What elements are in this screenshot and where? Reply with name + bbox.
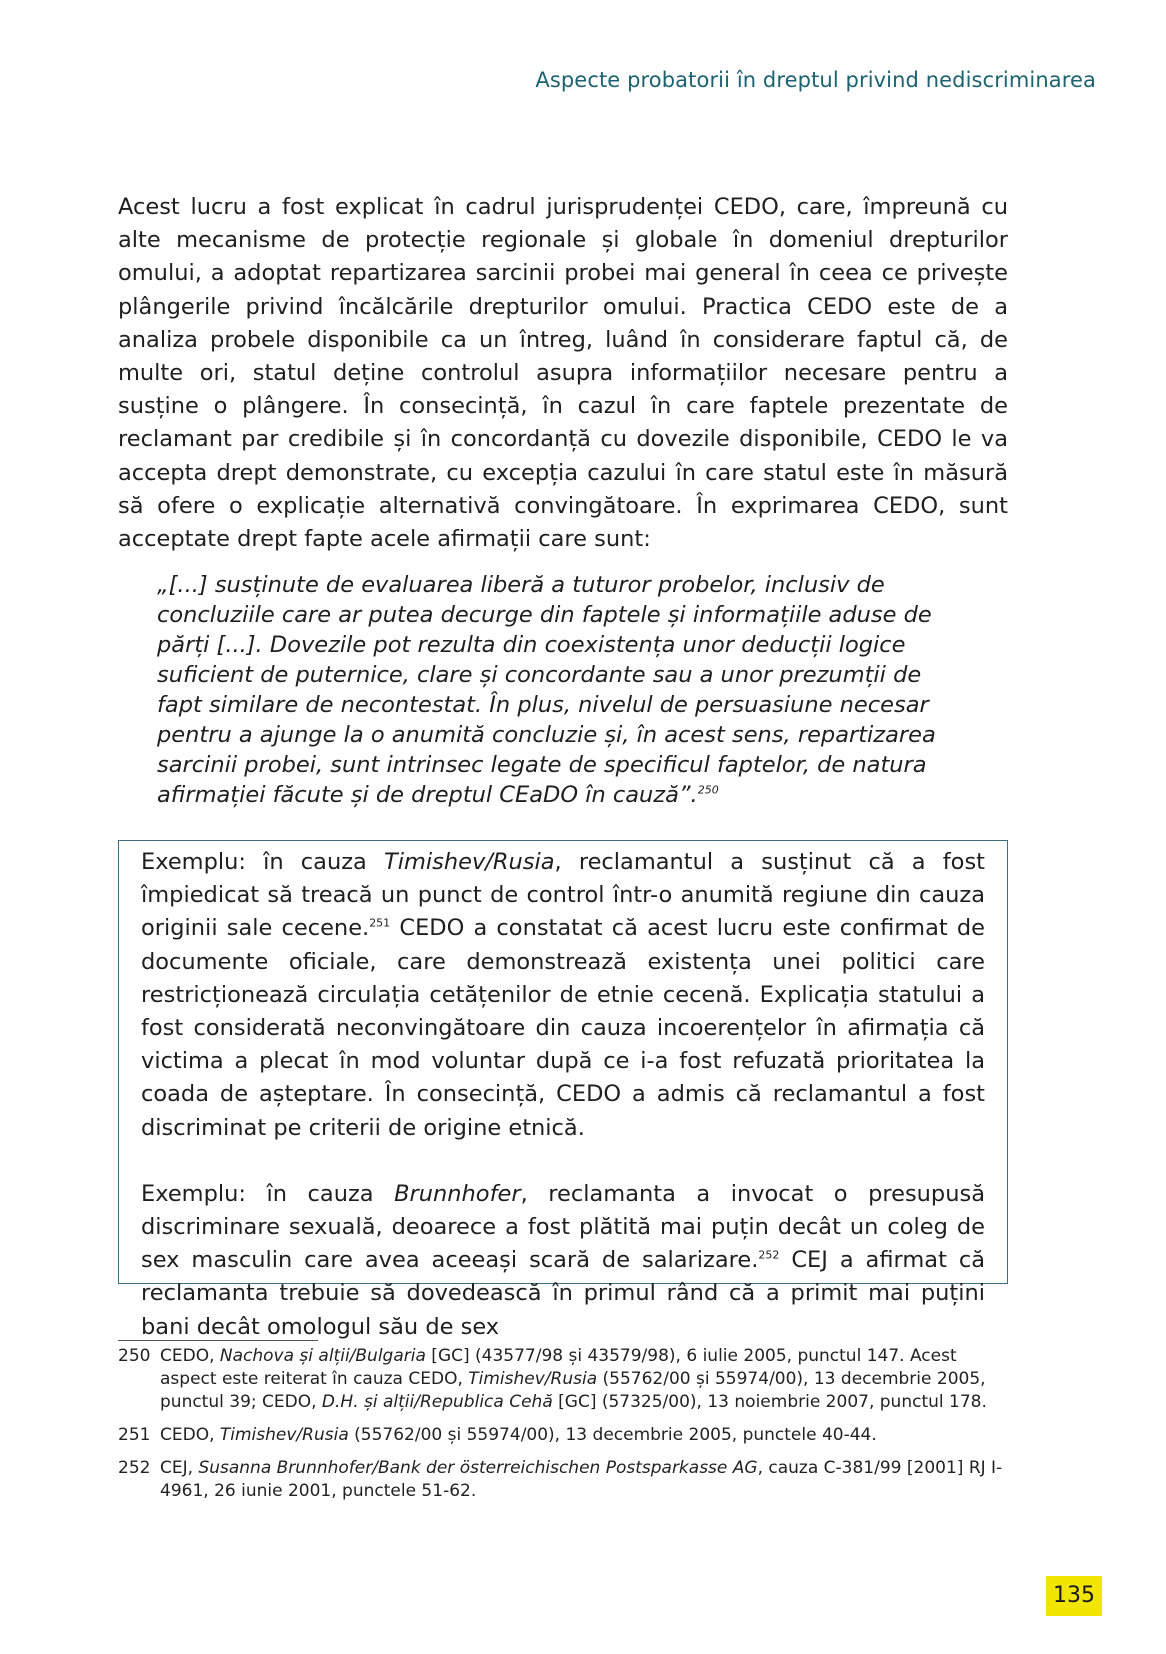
- running-header: Aspecte probatorii în dreptul privind nediscriminarea: [535, 68, 1096, 92]
- example-timishev: [141, 846, 985, 1145]
- body-paragraph: Acest lucru a fost explicat în cadrul jurisprudenței CEDO, care, împreună cu alte mecanisme de protecție regionale și globale în domeniul drepturilor omului, a adoptat repartizarea sarcinii probei mai general în ceea ce privește plângerile privind încălcările drepturilor omului. Practica CEDO este de a analiza probele disponibile ca un întreg, luând în considerare faptul că, de multe ori, statul deține controlul asupra informațiilor necesare pentru a susține o plângere. În consecință, în cazul în care faptele prezentate de reclamant par credibile și în concordanță cu dovezile disponibile, CEDO le va accepta drept demonstrate, cu excepția cazului în care statul este în măsură să ofere o explicație alternativă convingătoare. În exprimarea CEDO, sunt acceptate drept fapte acele afirmații care sunt:: [118, 194, 1008, 553]
- footnote-segment: CEJ,: [160, 1458, 199, 1478]
- example-brunnhofer: [141, 1178, 985, 1344]
- footnote-ref-252[interactable]: 252: [758, 1248, 780, 1262]
- footnote-text: [160, 1424, 1008, 1447]
- footnote-ref-250[interactable]: 250: [697, 783, 719, 797]
- case-name: Susanna Brunnhofer/Bank der österreichischen Postsparkasse AG: [198, 1458, 758, 1478]
- case-name: Timishev/Rusia: [383, 849, 555, 875]
- footnote-number: 250: [118, 1346, 151, 1366]
- case-name: D.H. și alții/Republica Cehă: [321, 1392, 553, 1412]
- footnote-segment: CEDO,: [160, 1346, 220, 1366]
- footnote-segment: (55762/00 și 55974/00), 13 decembrie 2005, punctele 40-44.: [348, 1425, 877, 1445]
- page-number: 135: [1046, 1576, 1102, 1616]
- case-name: Timishev/Rusia: [468, 1369, 598, 1389]
- footnote-number: 252: [118, 1458, 151, 1478]
- footnote-divider: [118, 1340, 318, 1341]
- footnote-segment: CEDO,: [160, 1425, 220, 1445]
- case-name: Brunnhofer: [394, 1180, 521, 1207]
- block-quote: [157, 570, 957, 810]
- footnote-text: [160, 1345, 1008, 1414]
- footnote-text: [160, 1457, 1008, 1503]
- case-name: Timishev/Rusia: [219, 1425, 349, 1445]
- example-box: [118, 840, 1008, 1340]
- footnote-ref-251[interactable]: 251: [369, 916, 391, 930]
- footnote-251: [118, 1424, 1008, 1447]
- footnote-segment: [GC] (57325/00), 13 noiembrie 2007, punctul 178.: [552, 1392, 987, 1412]
- example-text: , reclamantul a susținut că a fost împiedicat să treacă un punct de control într-o anumită regiune din cauza originii sale cecene.: [141, 849, 985, 942]
- footnote-segment: [GC] (43577/98 și 43579/98), 6 iulie 2005, punctul 147. Acest aspect este reiterat în cauza CEDO,: [160, 1346, 957, 1389]
- footnotes: [118, 1345, 1008, 1513]
- quote-text: „[...] susținute de evaluarea liberă a tuturor probelor, inclusiv de concluziile care ar putea decurge din faptele și informațiile aduse de părți [...]. Dovezile pot rezulta din coexistența unor deducții logice suficient de puternice, clare și concordante sau a unor prezumții de fapt similare de necontestat. În plus, nivelul de persuasiune necesar pentru a ajunge la o anumită concluzie și, în acest sens, repartizarea sarcinii probei, sunt intrinsec legate de specificul faptelor, de natura afirmației făcute și de dreptul CEaDO în cauză”.: [157, 572, 936, 808]
- example-prefix: Exemplu: în cauza: [141, 1180, 395, 1207]
- example-text: CEJ a afirmat că reclamanta trebuie să dovedească în primul rând că a primit mai puțini bani decât omologul său de sex: [141, 1247, 985, 1340]
- example-prefix: Exemplu: în cauza: [141, 849, 384, 875]
- footnote-number: 251: [118, 1425, 151, 1445]
- example-text: CEDO a constatat că acest lucru este confirmat de documente oficiale, care demonstrează existența unei politici care restricționează circulația cetățenilor de etnie cecenă. Explicația statului a fost considerată neconvingătoare din cauza incoerențelor în afirmația că victima a plecat în mod voluntar după ce i-a fost refuzată prioritatea la coada de așteptare. În consecință, CEDO a admis că reclamantul a fost discriminat pe criterii de origine etnică.: [141, 915, 985, 1141]
- example-text: , reclamanta a invocat o presupusă discriminare sexuală, deoarece a fost plătită mai puțin decât un coleg de sex masculin care avea aceeași scară de salarizare.: [141, 1180, 985, 1274]
- footnote-252: [118, 1457, 1008, 1503]
- case-name: Nachova și alții/Bulgaria: [219, 1346, 426, 1366]
- footnote-250: [118, 1345, 1008, 1414]
- footnote-segment: , cauza C-381/99 [2001] RJ I-4961, 26 iunie 2001, punctele 51-62.: [160, 1458, 1003, 1501]
- footnote-segment: (55762/00 și 55974/00), 13 decembrie 2005, punctul 39; CEDO,: [160, 1369, 986, 1412]
